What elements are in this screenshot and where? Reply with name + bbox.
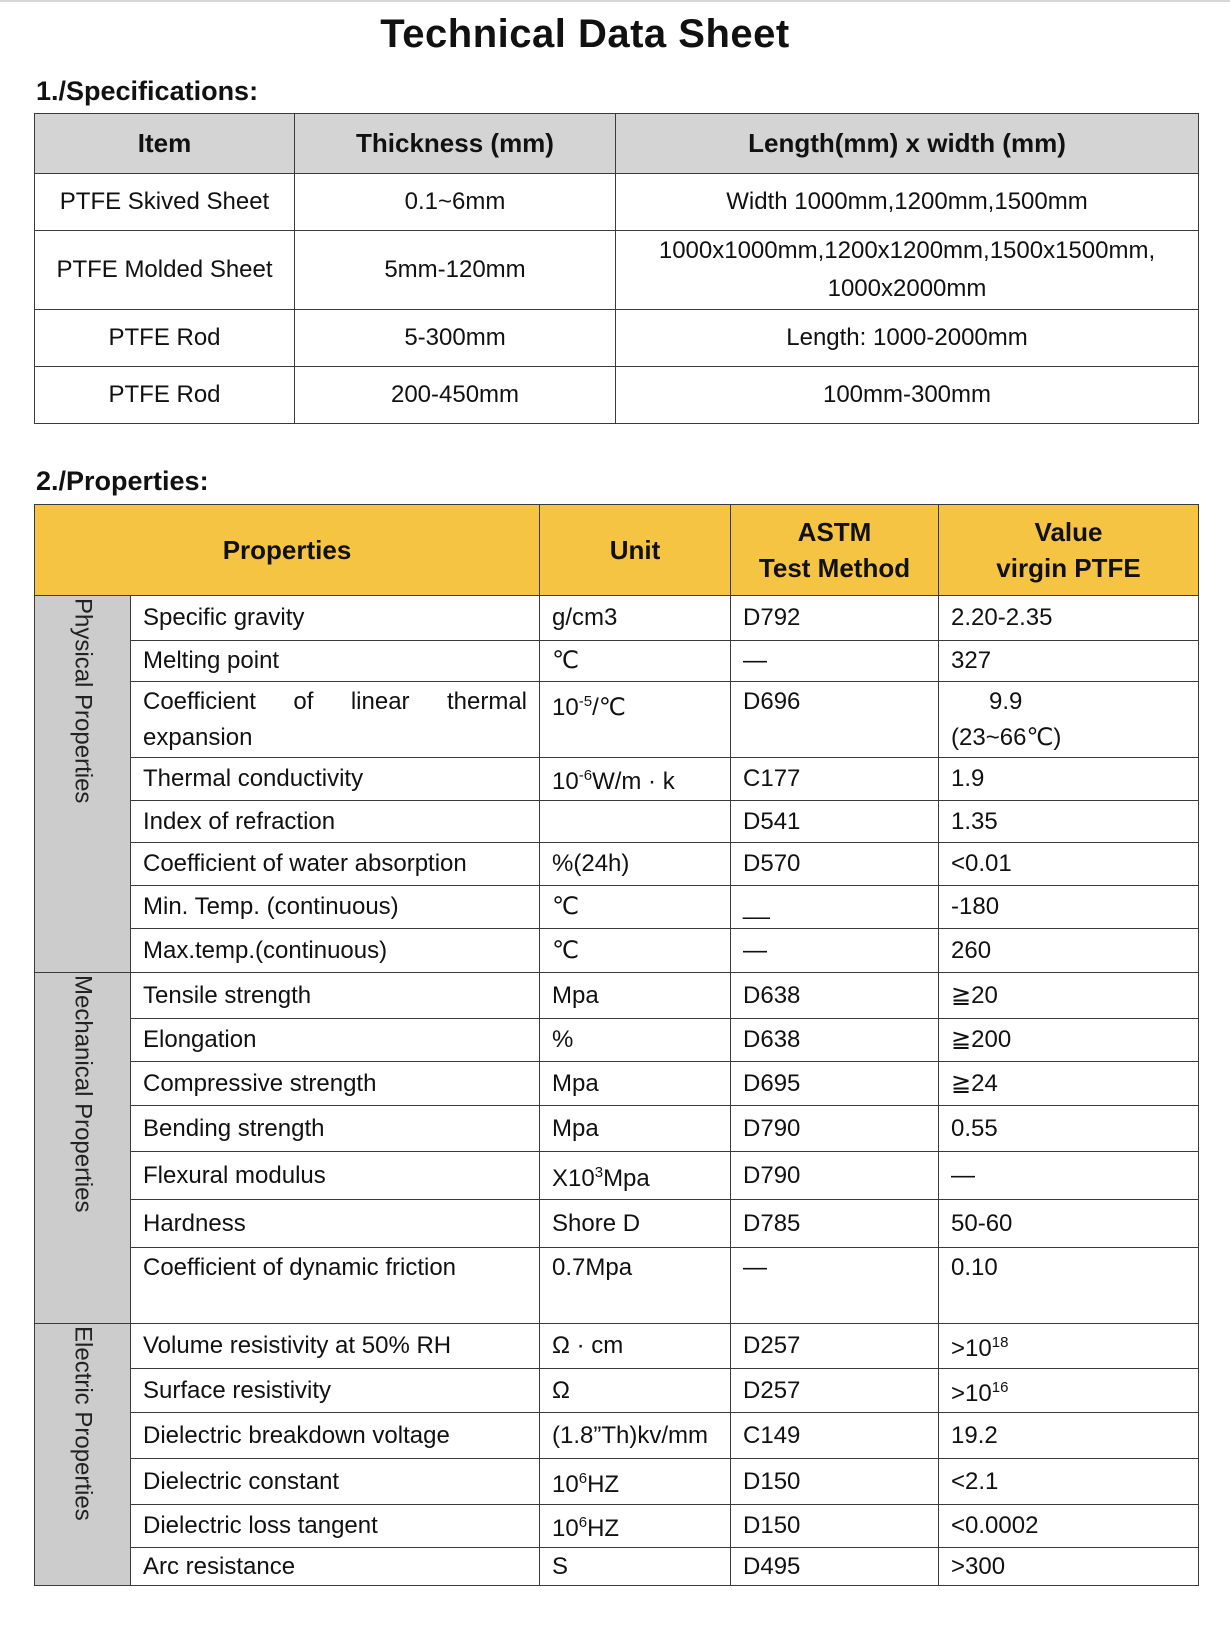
header-line: Test Method	[758, 553, 911, 583]
cell-size: 100mm-300mm	[616, 367, 1199, 424]
category-electric	[35, 1324, 131, 1586]
cell-unit: Ω · cm	[540, 1324, 731, 1369]
cell-property	[131, 682, 540, 758]
table-row	[35, 596, 1199, 641]
cell-unit	[540, 1505, 731, 1548]
cell-unit: 0.7Mpa	[540, 1248, 731, 1324]
table-row	[35, 367, 1199, 424]
cell-property: Max.temp.(continuous)	[131, 929, 540, 973]
table-row	[35, 1324, 1199, 1369]
unit-base: 10	[552, 694, 579, 721]
cell-property: Specific gravity	[131, 596, 540, 641]
unit-suffix: /℃	[592, 694, 626, 721]
table-row	[35, 1459, 1199, 1505]
table-row	[35, 886, 1199, 929]
cell-unit: Mpa	[540, 1062, 731, 1106]
header-thickness: Thickness (mm)	[295, 114, 616, 174]
table-row	[35, 1152, 1199, 1200]
header-unit: Unit	[540, 505, 731, 596]
properties-heading: 2./Properties:	[36, 466, 209, 496]
cell-method: —	[731, 641, 939, 682]
unit-base: 10	[552, 1515, 579, 1542]
cell-method: D638	[731, 973, 939, 1019]
cell-value: >300	[939, 1548, 1199, 1586]
table-row	[35, 1369, 1199, 1413]
cell-property: Coefficient of dynamic friction	[131, 1248, 540, 1324]
cell-method: D150	[731, 1459, 939, 1505]
cell-property: Dielectric breakdown voltage	[131, 1413, 540, 1459]
table-row	[35, 1248, 1199, 1324]
cell-value: ≧24	[939, 1062, 1199, 1106]
value-base: >10	[951, 1379, 992, 1407]
cell-unit: ℃	[540, 929, 731, 973]
specifications-table	[34, 113, 1199, 424]
cell-property: Dielectric constant	[131, 1459, 540, 1505]
header-line: virgin PTFE	[996, 553, 1141, 583]
table-row	[35, 1413, 1199, 1459]
value-line: (23~66℃)	[951, 724, 1062, 751]
cell-property: Min. Temp. (continuous)	[131, 886, 540, 929]
cell-unit	[540, 1459, 731, 1505]
cell-property: Arc resistance	[131, 1548, 540, 1586]
cell-value: ≧200	[939, 1019, 1199, 1062]
cell-method: —	[731, 929, 939, 973]
category-label: Electric Properties	[69, 1326, 97, 1521]
header-size: Length(mm) x width (mm)	[616, 114, 1199, 174]
cell-property: Hardness	[131, 1200, 540, 1248]
cell-unit: Ω	[540, 1369, 731, 1413]
cell-item: PTFE Molded Sheet	[35, 231, 295, 310]
cell-property: Dielectric loss tangent	[131, 1505, 540, 1548]
cell-unit: ℃	[540, 886, 731, 929]
table-row	[35, 929, 1199, 973]
cell-unit: ℃	[540, 641, 731, 682]
cell-property: Melting point	[131, 641, 540, 682]
cell-size: Width 1000mm,1200mm,1500mm	[616, 174, 1199, 231]
header-line: Value	[1034, 517, 1103, 547]
unit-exponent: -5	[578, 693, 593, 710]
unit-base: X10	[552, 1164, 595, 1192]
cell-value	[939, 1369, 1199, 1413]
cell-property: Index of refraction	[131, 801, 540, 843]
size-line: 1000x2000mm	[827, 275, 987, 302]
header-properties: Properties	[35, 505, 540, 596]
table-row	[35, 1200, 1199, 1248]
cell-method: D638	[731, 1019, 939, 1062]
cell-value: 1.9	[939, 758, 1199, 801]
cell-unit: g/cm3	[540, 596, 731, 641]
cell-unit: Mpa	[540, 1106, 731, 1152]
property-line: expansion	[143, 724, 253, 751]
cell-property: Flexural modulus	[131, 1152, 540, 1200]
cell-value: ≧20	[939, 973, 1199, 1019]
cell-property: Elongation	[131, 1019, 540, 1062]
specifications-heading: 1./Specifications:	[36, 76, 259, 106]
cell-method: __	[731, 886, 939, 929]
cell-property: Thermal conductivity	[131, 758, 540, 801]
cell-unit: (1.8”Th)kv/mm	[540, 1413, 731, 1459]
unit-suffix: Mpa	[603, 1164, 650, 1192]
cell-item: PTFE Rod	[35, 310, 295, 367]
table-row	[35, 1548, 1199, 1586]
cell-value	[939, 1324, 1199, 1369]
properties-table	[34, 504, 1199, 1586]
cell-method: D792	[731, 596, 939, 641]
table-header-row	[35, 114, 1199, 174]
cell-method: D257	[731, 1324, 939, 1369]
cell-value: 50-60	[939, 1200, 1199, 1248]
value-text: 9.9	[989, 688, 1023, 715]
unit-exponent: 3	[594, 1163, 604, 1181]
cell-item: PTFE Skived Sheet	[35, 174, 295, 231]
unit-suffix: W/m · k	[592, 768, 675, 795]
table-row	[35, 801, 1199, 843]
cell-property: Volume resistivity at 50% RH	[131, 1324, 540, 1369]
unit-base: 10	[552, 1470, 579, 1498]
cell-property: Surface resistivity	[131, 1369, 540, 1413]
cell-property: Compressive strength	[131, 1062, 540, 1106]
cell-value: <0.01	[939, 843, 1199, 886]
table-row	[35, 1062, 1199, 1106]
cell-value: 0.10	[939, 1248, 1199, 1324]
cell-method: D570	[731, 843, 939, 886]
cell-method: C149	[731, 1413, 939, 1459]
table-row	[35, 231, 1199, 310]
cell-item: PTFE Rod	[35, 367, 295, 424]
table-row	[35, 310, 1199, 367]
header-item: Item	[35, 114, 295, 174]
table-row	[35, 973, 1199, 1019]
cell-method: D785	[731, 1200, 939, 1248]
unit-exponent: 6	[578, 1514, 588, 1531]
cell-unit	[540, 758, 731, 801]
table-row	[35, 843, 1199, 886]
category-physical	[35, 596, 131, 973]
unit-base: 10	[552, 768, 579, 795]
cell-size: Length: 1000-2000mm	[616, 310, 1199, 367]
table-row	[35, 1505, 1199, 1548]
cell-value: <0.0002	[939, 1505, 1199, 1548]
cell-size	[616, 231, 1199, 310]
category-label: Physical Properties	[69, 598, 97, 804]
cell-method: —	[731, 1248, 939, 1324]
unit-exponent: -6	[578, 767, 593, 784]
cell-property: Coefficient of water absorption	[131, 843, 540, 886]
cell-unit	[540, 682, 731, 758]
page-title: Technical Data Sheet	[380, 12, 790, 56]
cell-value: 1.35	[939, 801, 1199, 843]
cell-unit: %(24h)	[540, 843, 731, 886]
table-row	[35, 641, 1199, 682]
cell-value: <2.1	[939, 1459, 1199, 1505]
header-value	[939, 505, 1199, 596]
category-mechanical	[35, 973, 131, 1324]
unit-suffix: HZ	[587, 1470, 620, 1498]
cell-value: 19.2	[939, 1413, 1199, 1459]
top-divider	[0, 0, 1230, 2]
cell-value: —	[939, 1152, 1199, 1200]
header-astm	[731, 505, 939, 596]
cell-unit: Mpa	[540, 973, 731, 1019]
table-header-row	[35, 505, 1199, 596]
value-exponent: 18	[991, 1334, 1009, 1351]
cell-property: Bending strength	[131, 1106, 540, 1152]
cell-value: -180	[939, 886, 1199, 929]
cell-unit: S	[540, 1548, 731, 1586]
cell-value: 327	[939, 641, 1199, 682]
cell-value: 260	[939, 929, 1199, 973]
cell-property: Tensile strength	[131, 973, 540, 1019]
size-line: 1000x1000mm,1200x1200mm,1500x1500mm,	[658, 237, 1156, 264]
unit-exponent: 6	[578, 1469, 588, 1487]
table-row	[35, 1106, 1199, 1152]
cell-method: D790	[731, 1152, 939, 1200]
cell-method: D695	[731, 1062, 939, 1106]
cell-thickness: 200-450mm	[295, 367, 616, 424]
table-row	[35, 174, 1199, 231]
value-exponent: 16	[991, 1378, 1009, 1396]
cell-method: D495	[731, 1548, 939, 1586]
category-label: Mechanical Properties	[69, 975, 97, 1213]
cell-value: 0.55	[939, 1106, 1199, 1152]
value-base: >10	[951, 1335, 992, 1362]
cell-value	[939, 682, 1199, 758]
property-line: Coefficient of linear thermal	[143, 688, 528, 715]
cell-unit: %	[540, 1019, 731, 1062]
cell-value: 2.20-2.35	[939, 596, 1199, 641]
cell-method: D541	[731, 801, 939, 843]
unit-suffix: HZ	[587, 1515, 620, 1542]
cell-unit	[540, 1152, 731, 1200]
cell-method: D696	[731, 682, 939, 758]
cell-method: D257	[731, 1369, 939, 1413]
cell-thickness: 5-300mm	[295, 310, 616, 367]
cell-thickness: 5mm-120mm	[295, 231, 616, 310]
cell-method: D790	[731, 1106, 939, 1152]
value-line	[951, 684, 1186, 720]
cell-method: D150	[731, 1505, 939, 1548]
table-row	[35, 682, 1199, 758]
table-row	[35, 758, 1199, 801]
cell-unit	[540, 801, 731, 843]
cell-thickness: 0.1~6mm	[295, 174, 616, 231]
cell-unit: Shore D	[540, 1200, 731, 1248]
cell-method: C177	[731, 758, 939, 801]
header-line: ASTM	[797, 517, 872, 547]
table-row	[35, 1019, 1199, 1062]
